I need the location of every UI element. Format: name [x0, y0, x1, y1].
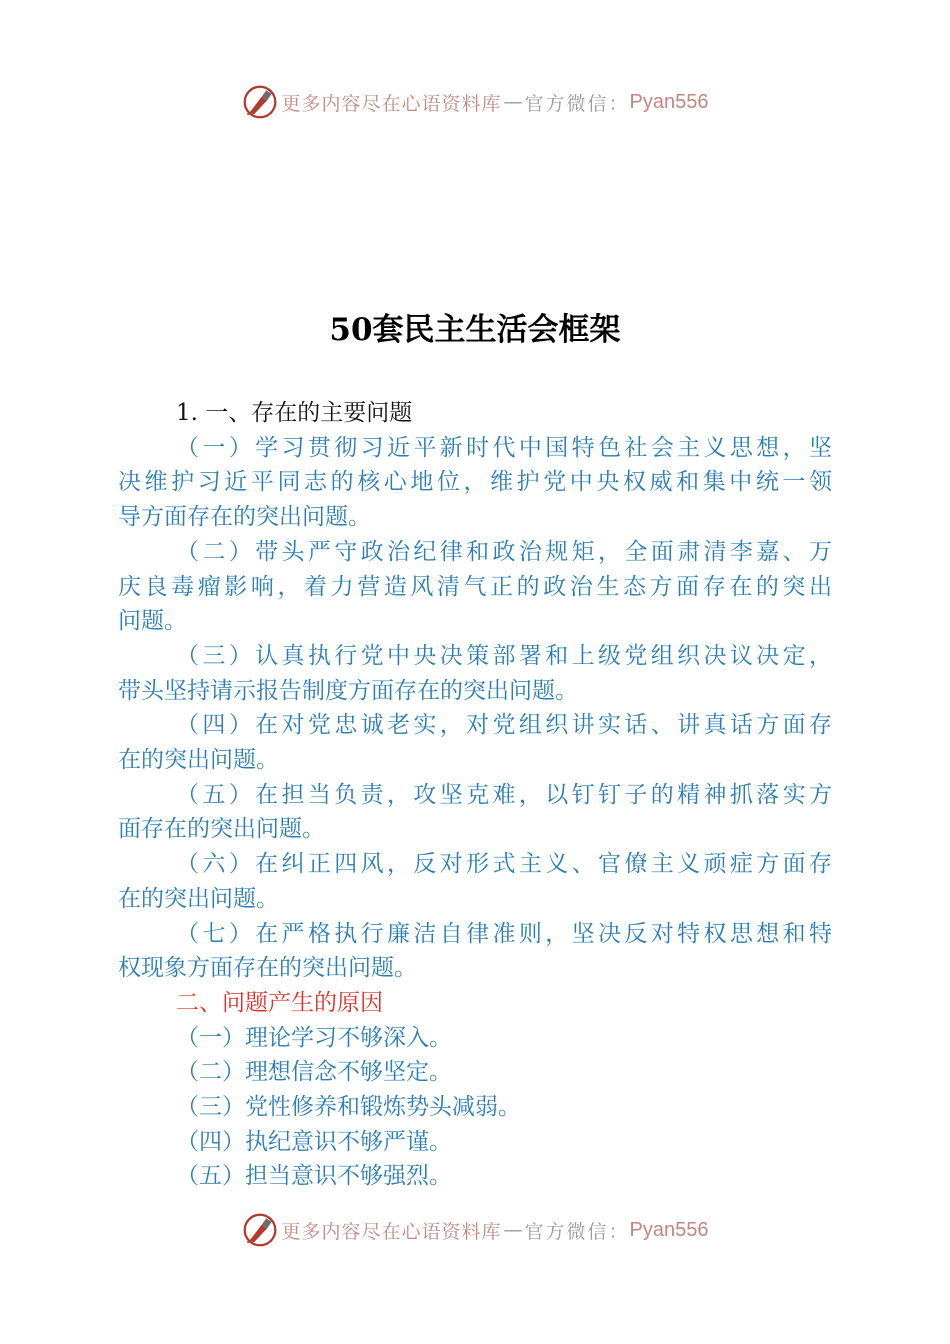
paragraph-line: （二）带头严守政治纪律和政治规矩，全面肃清李嘉、万 — [176, 538, 832, 565]
paragraph-line: 导方面存在的突出问题。 — [118, 504, 371, 531]
banner-wechat-id: Pyan556 — [629, 1218, 709, 1241]
paragraph-line: （三）认真执行党中央决策部署和上级党组织决议决定， — [176, 642, 832, 669]
section-heading-1: 1. 一、存在的主要问题 — [176, 400, 413, 426]
paragraph-line: （五）在担当负责，攻坚克难，以钉钉子的精神抓落实方 — [176, 781, 832, 808]
paragraph-line: 问题。 — [118, 608, 187, 635]
list-item: （一）理论学习不够深入。 — [176, 1024, 452, 1051]
paragraph-line: （七）在严格执行廉洁自律准则，坚决反对特权思想和特 — [176, 920, 832, 947]
list-item: （三）党性修养和锻炼势头减弱。 — [176, 1094, 521, 1121]
paragraph-line: （四）在对党忠诚老实，对党组织讲实话、讲真话方面存 — [176, 712, 832, 739]
paragraph-line: 在的突出问题。 — [118, 747, 279, 774]
banner-site-text: 更多内容尽在心语资料库 — [281, 92, 502, 115]
list-item: （二）理想信念不够坚定。 — [176, 1059, 452, 1086]
banner-site-text: 更多内容尽在心语资料库 — [281, 1220, 502, 1243]
pen-nib-logo-icon — [242, 1212, 278, 1248]
banner-dash: — — [503, 1219, 523, 1241]
paragraph-line: 决维护习近平同志的核心地位，维护党中央权威和集中统一领 — [118, 469, 832, 496]
list-item: （四）执纪意识不够严谨。 — [176, 1128, 452, 1155]
banner-dash: — — [503, 91, 523, 113]
document-body — [118, 396, 832, 1194]
banner-wechat-label: 官方微信： — [524, 92, 630, 115]
paragraph-line: （一）学习贯彻习近平新时代中国特色社会主义思想，坚 — [176, 434, 832, 461]
paragraph-line: 权现象方面存在的突出问题。 — [118, 955, 417, 982]
banner-wechat-id: Pyan556 — [629, 90, 709, 113]
list-item: （五）担当意识不够强烈。 — [176, 1163, 452, 1190]
header-banner — [0, 82, 950, 122]
paragraph-line: （六）在纠正四风，反对形式主义、官僚主义顽症方面存 — [176, 851, 832, 878]
footer-banner — [0, 1210, 950, 1250]
banner-wechat-label: 官方微信： — [524, 1220, 630, 1243]
pen-nib-logo-icon — [242, 84, 278, 120]
paragraph-line: 庆良毒瘤影响，着力营造风清气正的政治生态方面存在的突出 — [118, 573, 832, 600]
paragraph-line: 面存在的突出问题。 — [118, 816, 325, 843]
section-heading-2: 二、问题产生的原因 — [176, 989, 383, 1016]
paragraph-line: 带头坚持请示报告制度方面存在的突出问题。 — [118, 677, 578, 704]
document-title: 50套民主生活会框架 — [329, 312, 621, 348]
paragraph-line: 在的突出问题。 — [118, 885, 279, 912]
